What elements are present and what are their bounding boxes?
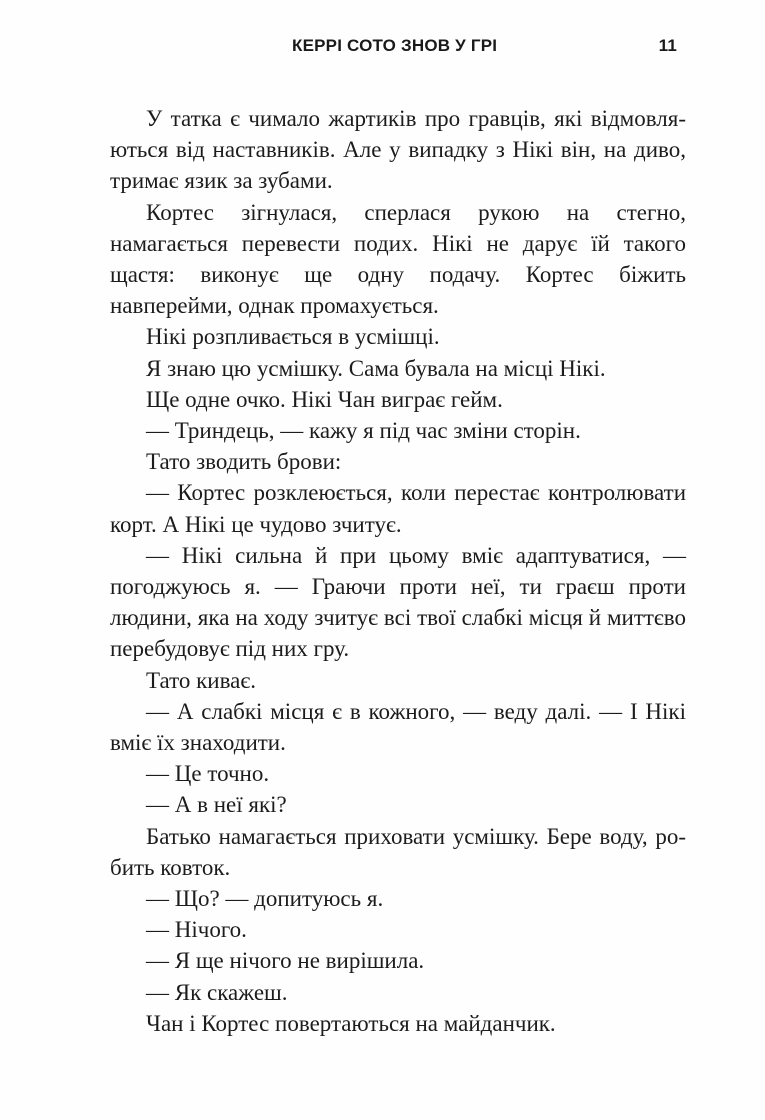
paragraph: Кортес зігнулася, сперлася рукою на стегно, намагається перевести подих. Нікі не дарує їй такого щастя: виконує ще одну подачу. Кортес біжить навперейми, однак промахується. [110, 199, 686, 319]
paragraph: Батько намагається приховати усмішку. Бере воду, робить ковток. [110, 823, 686, 880]
paragraph: Чан і Кортес повертаються на майданчик. [146, 1010, 556, 1036]
paragraph: Тато киває. [146, 667, 256, 693]
paragraph: — А в неї які? [146, 792, 287, 818]
paragraph: — А слабкі місця є в кожного, — веду далі. — І Нікі вміє їх знаходити. [110, 698, 686, 756]
page-number: 11 [658, 36, 677, 55]
paragraph: — Нікі сильна й при цьому вміє адаптуватися, — погоджуюсь я. — Граючи проти неї, ти граєш проти людини, яка на ходу зчитує всі твої слабкі місця й миттєво перебудовує під них гру. [110, 542, 686, 662]
paragraph: Ще одне очко. Нікі Чан виграє гейм. [146, 386, 503, 412]
paragraph: — Це точно. [146, 761, 270, 787]
paragraph: — Нічого. [146, 917, 247, 943]
paragraph: Тато зводить брови: [146, 449, 342, 475]
paragraph: — Що? — допитуюсь я. [146, 886, 384, 912]
page-header [110, 36, 677, 60]
paragraph: — Кортес розклеюється, коли перестає контролювати корт. А Нікі це чудово зчитує. [110, 480, 686, 537]
paragraph: — Як скажеш. [146, 979, 288, 1005]
running-title: КЕРРІ СОТО ЗНОВ У ГРІ [292, 36, 498, 55]
body-text [110, 103, 686, 1039]
paragraph: — Триндець, — кажу я під час зміни сторін. [146, 418, 581, 444]
paragraph: У татка є чимало жартиків про гравців, які відмовляються від наставників. Але у випадку з Нікі він, на диво, тримає язик за зубами. [110, 106, 686, 194]
paragraph: Нікі розпливається в усмішці. [146, 324, 440, 350]
paragraph: Я знаю цю усмішку. Сама бувала на місці Нікі. [146, 355, 606, 381]
paragraph: — Я ще нічого не вирішила. [146, 948, 425, 974]
